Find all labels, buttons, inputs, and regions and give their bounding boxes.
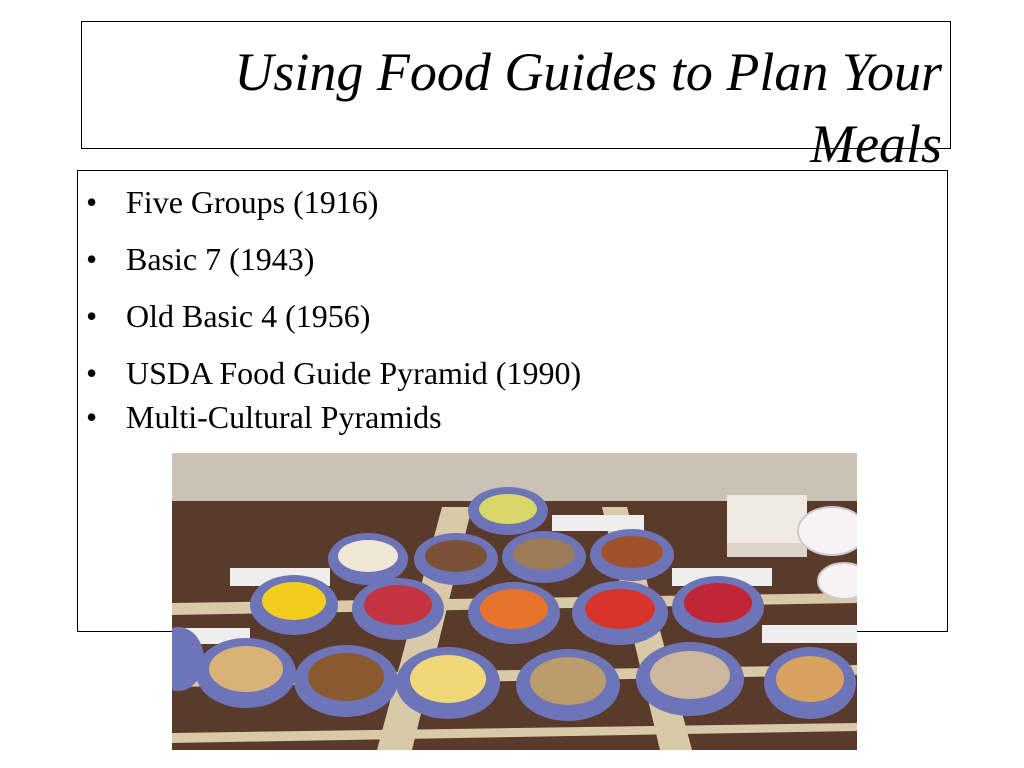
photo-bowl-food (410, 655, 486, 703)
photo-bowl-food (338, 540, 398, 572)
bullet-text: Old Basic 4 (1956) (126, 298, 371, 334)
photo-bowl-food (530, 657, 606, 705)
bullet-text: Five Groups (1916) (126, 184, 379, 220)
photo-label-card (762, 625, 857, 643)
bullet-marker: • (86, 298, 98, 334)
bullet-text: USDA Food Guide Pyramid (1990) (126, 355, 582, 391)
photo-bowl-food (425, 540, 487, 572)
bullet-item (86, 294, 581, 338)
bullet-list (86, 180, 581, 439)
photo-plate (798, 507, 857, 555)
photo-bowl-food (364, 585, 432, 625)
bullet-marker: • (86, 355, 98, 391)
bullet-item (86, 395, 581, 439)
food-bowls-photo (172, 453, 857, 750)
photo-plate (818, 563, 857, 599)
bullet-item (86, 237, 581, 281)
photo-bowl-food (513, 538, 575, 570)
bullet-text: Multi-Cultural Pyramids (126, 399, 442, 435)
bullet-marker: • (86, 241, 98, 277)
photo-bowl-food (209, 646, 283, 692)
slide-title: Using Food Guides to Plan Your Meals (234, 42, 942, 174)
photo-napkins (727, 543, 807, 557)
photo-label-card (552, 515, 644, 531)
bullet-item (86, 351, 581, 395)
photo-bowl-food (480, 589, 548, 629)
photo-bowl-food (479, 494, 537, 524)
bullet-marker: • (86, 399, 98, 435)
photo-bowl-food (601, 536, 663, 568)
photo-bowl-food (684, 583, 752, 623)
bullet-marker: • (86, 184, 98, 220)
photo-bowl-food (585, 589, 655, 629)
photo-bowl-food (776, 656, 844, 702)
bullet-item (86, 180, 581, 224)
bullet-text: Basic 7 (1943) (126, 241, 315, 277)
photo-bowl-food (308, 653, 384, 701)
photo-bowl-food (650, 651, 730, 699)
photo-bowl-food (262, 582, 326, 620)
